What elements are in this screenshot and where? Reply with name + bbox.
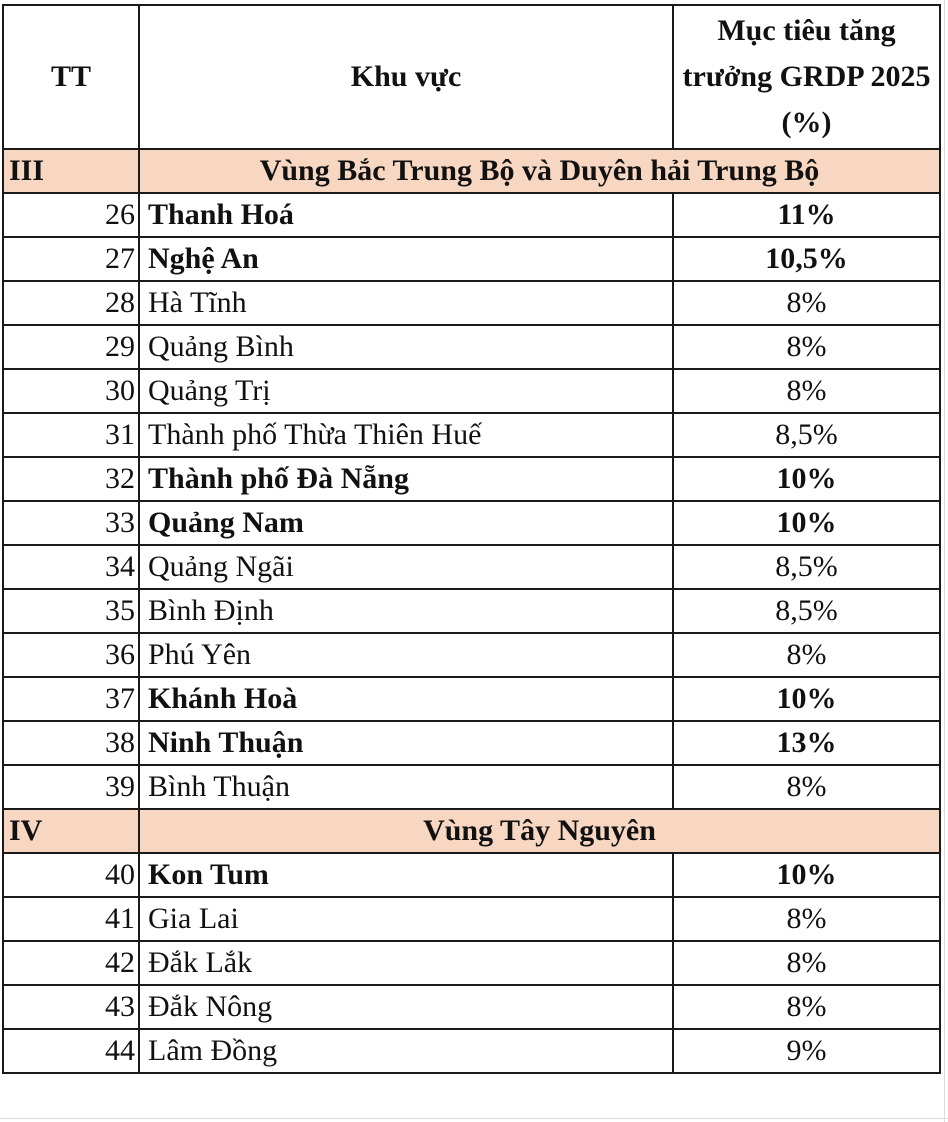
header-tt[interactable]: TT bbox=[3, 5, 139, 149]
target-cell[interactable]: 10% bbox=[673, 677, 940, 721]
target-cell[interactable]: 9% bbox=[673, 1029, 940, 1073]
region-cell[interactable]: Gia Lai bbox=[139, 897, 673, 941]
region-cell[interactable]: Khánh Hoà bbox=[139, 677, 673, 721]
tt-cell[interactable]: 41 bbox=[3, 897, 139, 941]
section-name-cell[interactable]: Vùng Bắc Trung Bộ và Duyên hải Trung Bộ bbox=[139, 149, 940, 193]
tt-cell[interactable]: 44 bbox=[3, 1029, 139, 1073]
tt-cell[interactable]: 26 bbox=[3, 193, 139, 237]
target-cell[interactable]: 8% bbox=[673, 281, 940, 325]
region-cell[interactable]: Nghệ An bbox=[139, 237, 673, 281]
table-row bbox=[3, 897, 940, 941]
header-region[interactable]: Khu vực bbox=[139, 5, 673, 149]
tt-cell[interactable]: 28 bbox=[3, 281, 139, 325]
grdp-target-table bbox=[2, 4, 941, 1074]
table-row bbox=[3, 677, 940, 721]
target-cell[interactable]: 8% bbox=[673, 941, 940, 985]
tt-cell[interactable]: 30 bbox=[3, 369, 139, 413]
target-cell[interactable]: 8,5% bbox=[673, 589, 940, 633]
table-row bbox=[3, 1029, 940, 1073]
target-cell[interactable]: 13% bbox=[673, 721, 940, 765]
table-row bbox=[3, 853, 940, 897]
table-row bbox=[3, 501, 940, 545]
region-cell[interactable]: Thành phố Đà Nẵng bbox=[139, 457, 673, 501]
table-row bbox=[3, 721, 940, 765]
target-cell[interactable]: 8% bbox=[673, 765, 940, 809]
target-cell[interactable]: 10,5% bbox=[673, 237, 940, 281]
tt-cell[interactable]: 29 bbox=[3, 325, 139, 369]
table-row bbox=[3, 281, 940, 325]
table-row bbox=[3, 193, 940, 237]
table-row bbox=[3, 369, 940, 413]
region-cell[interactable]: Quảng Trị bbox=[139, 369, 673, 413]
section-row bbox=[3, 149, 940, 193]
target-cell[interactable]: 10% bbox=[673, 457, 940, 501]
table-row bbox=[3, 325, 940, 369]
tt-cell[interactable]: 32 bbox=[3, 457, 139, 501]
target-cell[interactable]: 10% bbox=[673, 501, 940, 545]
section-number-cell[interactable]: IV bbox=[3, 809, 139, 853]
region-cell[interactable]: Đắk Lắk bbox=[139, 941, 673, 985]
section-row bbox=[3, 809, 940, 853]
tt-cell[interactable]: 36 bbox=[3, 633, 139, 677]
region-cell[interactable]: Kon Tum bbox=[139, 853, 673, 897]
target-cell[interactable]: 8% bbox=[673, 369, 940, 413]
region-cell[interactable]: Đắk Nông bbox=[139, 985, 673, 1029]
target-cell[interactable]: 8% bbox=[673, 985, 940, 1029]
target-cell[interactable]: 8% bbox=[673, 633, 940, 677]
region-cell[interactable]: Bình Thuận bbox=[139, 765, 673, 809]
region-cell[interactable]: Quảng Bình bbox=[139, 325, 673, 369]
tt-cell[interactable]: 27 bbox=[3, 237, 139, 281]
table-row bbox=[3, 985, 940, 1029]
table-row bbox=[3, 545, 940, 589]
tt-cell[interactable]: 42 bbox=[3, 941, 139, 985]
region-cell[interactable]: Phú Yên bbox=[139, 633, 673, 677]
section-name-cell[interactable]: Vùng Tây Nguyên bbox=[139, 809, 940, 853]
target-cell[interactable]: 8,5% bbox=[673, 545, 940, 589]
table-row bbox=[3, 457, 940, 501]
target-cell[interactable]: 11% bbox=[673, 193, 940, 237]
table-row bbox=[3, 765, 940, 809]
section-number-cell[interactable]: III bbox=[3, 149, 139, 193]
region-cell[interactable]: Thanh Hoá bbox=[139, 193, 673, 237]
target-cell[interactable]: 8,5% bbox=[673, 413, 940, 457]
target-cell[interactable]: 8% bbox=[673, 897, 940, 941]
table-row bbox=[3, 633, 940, 677]
tt-cell[interactable]: 43 bbox=[3, 985, 139, 1029]
tt-cell[interactable]: 37 bbox=[3, 677, 139, 721]
tt-cell[interactable]: 34 bbox=[3, 545, 139, 589]
table-row bbox=[3, 237, 940, 281]
tt-cell[interactable]: 35 bbox=[3, 589, 139, 633]
region-cell[interactable]: Lâm Đồng bbox=[139, 1029, 673, 1073]
tt-cell[interactable]: 31 bbox=[3, 413, 139, 457]
table-row bbox=[3, 413, 940, 457]
table-header-row bbox=[3, 5, 940, 149]
region-cell[interactable]: Hà Tĩnh bbox=[139, 281, 673, 325]
tt-cell[interactable]: 33 bbox=[3, 501, 139, 545]
table-row bbox=[3, 941, 940, 985]
table-body bbox=[3, 149, 940, 1073]
target-cell[interactable]: 10% bbox=[673, 853, 940, 897]
region-cell[interactable]: Thành phố Thừa Thiên Huế bbox=[139, 413, 673, 457]
header-target[interactable]: Mục tiêu tăng trưởng GRDP 2025 (%) bbox=[673, 5, 940, 149]
table-row bbox=[3, 589, 940, 633]
target-cell[interactable]: 8% bbox=[673, 325, 940, 369]
region-cell[interactable]: Quảng Ngãi bbox=[139, 545, 673, 589]
region-cell[interactable]: Bình Định bbox=[139, 589, 673, 633]
region-cell[interactable]: Quảng Nam bbox=[139, 501, 673, 545]
tt-cell[interactable]: 38 bbox=[3, 721, 139, 765]
region-cell[interactable]: Ninh Thuận bbox=[139, 721, 673, 765]
tt-cell[interactable]: 40 bbox=[3, 853, 139, 897]
tt-cell[interactable]: 39 bbox=[3, 765, 139, 809]
